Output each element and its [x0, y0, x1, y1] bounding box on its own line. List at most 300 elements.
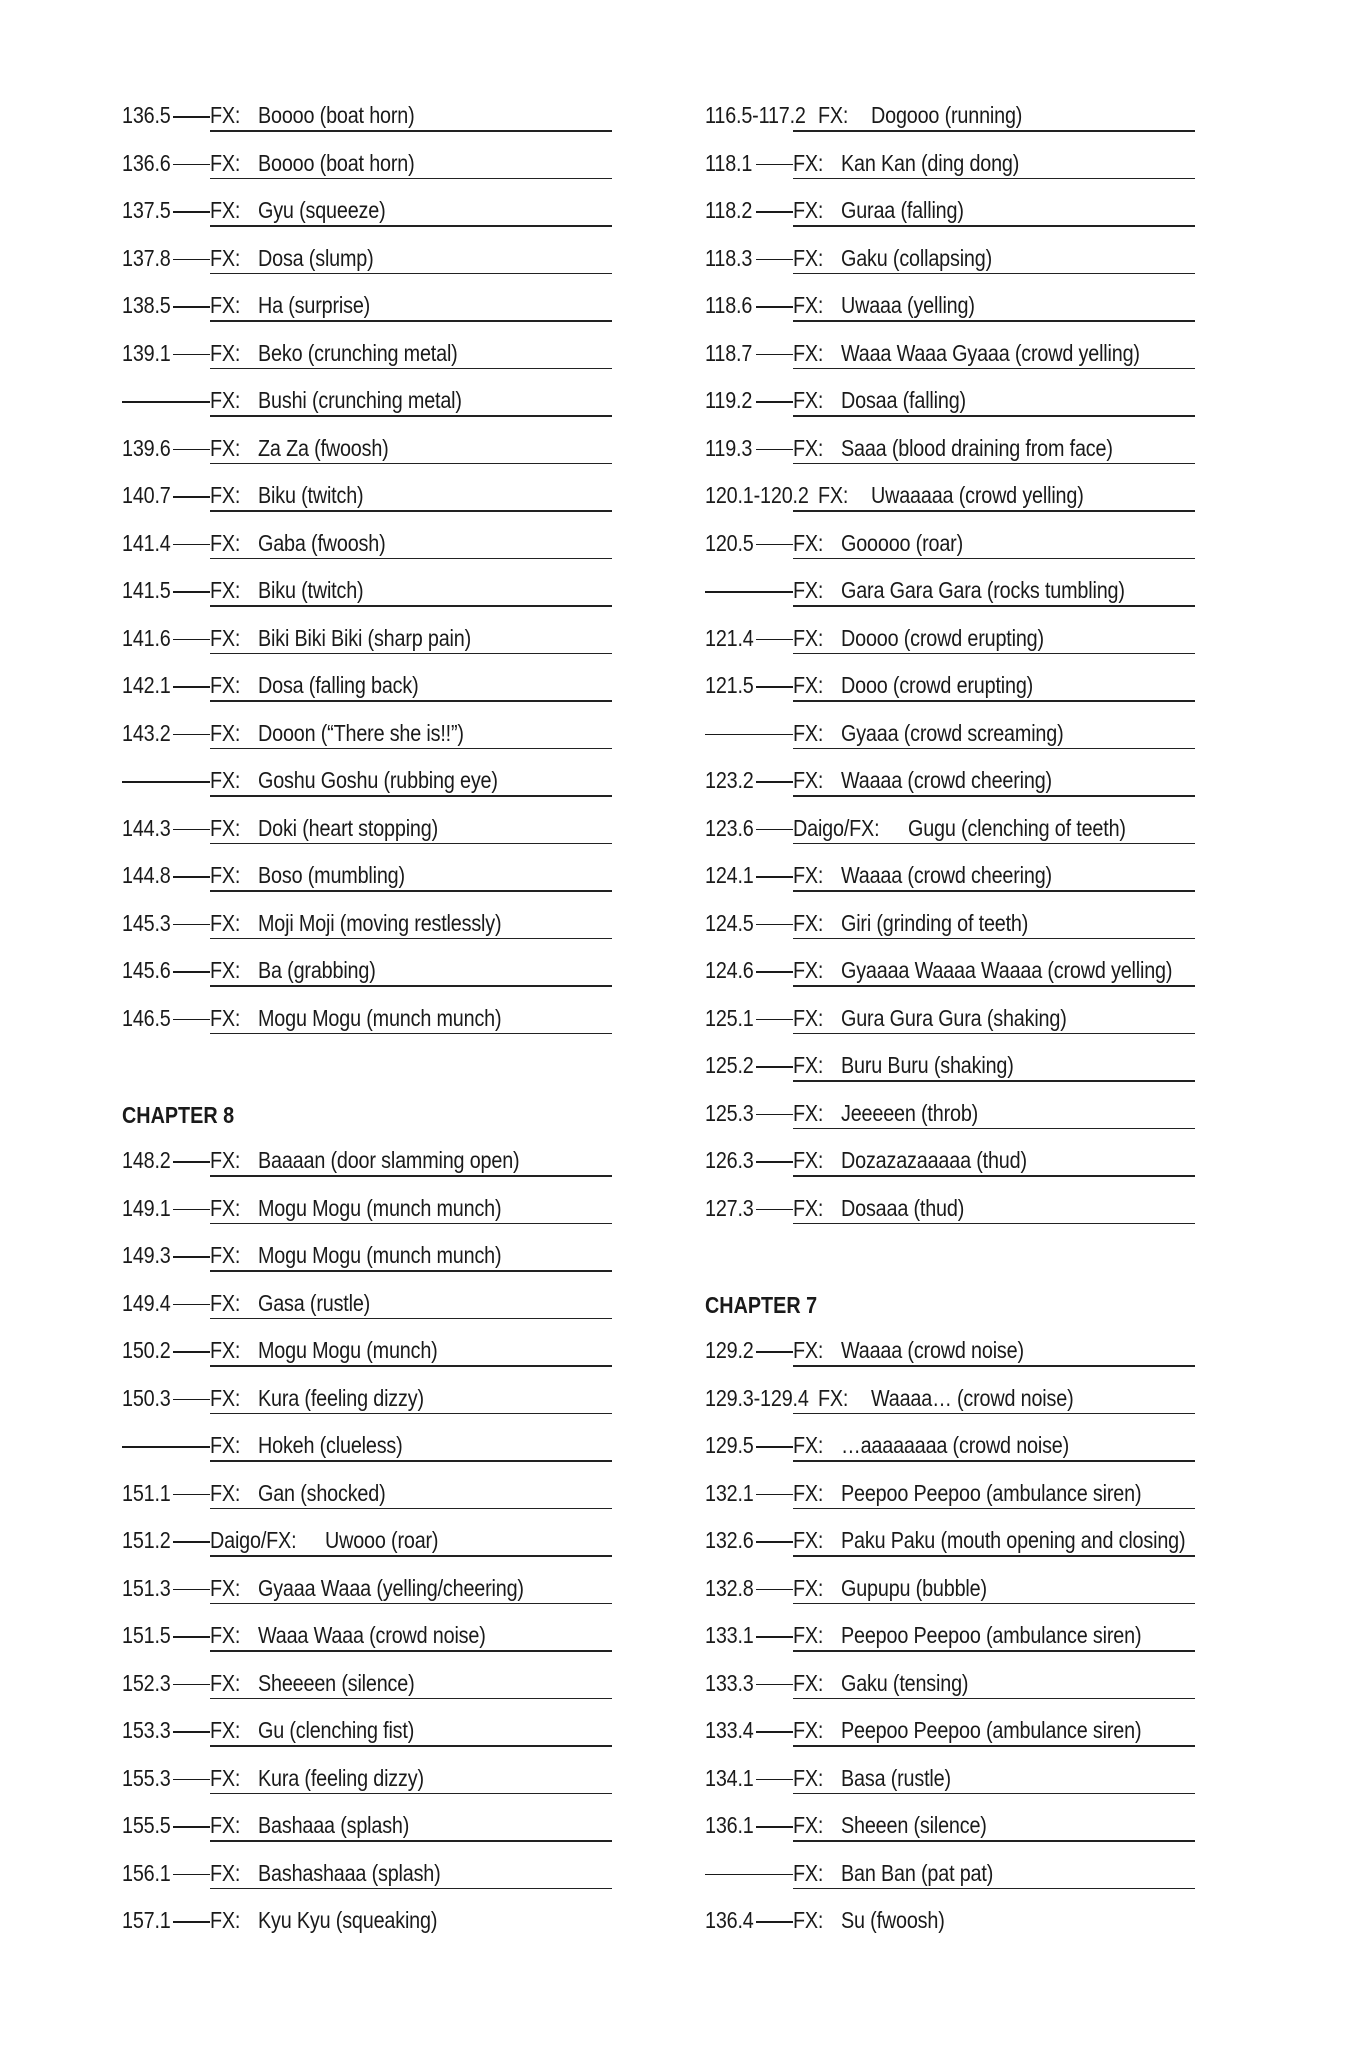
- underline: [793, 653, 1195, 655]
- underline: [793, 843, 1195, 845]
- leader-dash: [756, 1161, 793, 1163]
- leader-dash: [173, 1494, 210, 1496]
- leader-dash: [756, 544, 793, 546]
- underline: [210, 1460, 612, 1462]
- leader-dash: [756, 781, 793, 783]
- sfx-speaker-label: FX:: [793, 1052, 824, 1078]
- sfx-entry: [122, 1379, 612, 1427]
- sfx-translation: Boso (mumbling): [258, 862, 405, 888]
- sfx-speaker-label: FX:: [210, 1194, 241, 1221]
- leader-dash: [756, 876, 793, 878]
- leader-dash: [756, 401, 793, 403]
- leader-dash: [173, 971, 210, 973]
- leader-dash: [122, 401, 210, 403]
- underline: [793, 225, 1195, 227]
- underline: [210, 273, 612, 275]
- sfx-speaker-label: FX:: [793, 434, 824, 461]
- page-panel-number: 127.3: [705, 1194, 754, 1221]
- leader-dash: [756, 211, 793, 213]
- sfx-speaker-label: FX:: [793, 672, 824, 698]
- sfx-speaker-label: FX:: [210, 1764, 241, 1791]
- page-panel-number: 145.6: [122, 957, 171, 983]
- underline: [210, 795, 612, 797]
- underline: [210, 938, 612, 940]
- underline: [210, 748, 612, 750]
- sfx-translation: Doki (heart stopping): [258, 814, 438, 841]
- page-panel-number: 150.2: [122, 1337, 171, 1363]
- underline: [793, 1650, 1195, 1652]
- sfx-entry: [705, 1569, 1195, 1617]
- sfx-translation: Gaba (fwoosh): [258, 529, 386, 556]
- sfx-translation: Peepoo Peepoo (ambulance siren): [841, 1717, 1142, 1743]
- underline: [210, 558, 612, 560]
- underline: [793, 985, 1195, 987]
- sfx-entry: [122, 666, 612, 714]
- underline: [793, 558, 1195, 560]
- sfx-entry: [705, 1046, 1195, 1094]
- sfx-speaker-label: FX:: [210, 624, 241, 651]
- sfx-translation: Guraa (falling): [841, 197, 964, 223]
- leader-dash: [173, 164, 210, 166]
- sfx-entry: [705, 476, 1195, 524]
- page-panel-number: 155.3: [122, 1764, 171, 1791]
- sfx-translation: Gura Gura Gura (shaking): [841, 1004, 1067, 1031]
- underline: [210, 1413, 612, 1415]
- leader-dash: [173, 591, 210, 593]
- leader-dash: [756, 354, 793, 356]
- leader-dash: [173, 829, 210, 831]
- underline: [210, 130, 612, 132]
- sfx-speaker-label: FX:: [793, 387, 824, 413]
- sfx-entry: [122, 1854, 612, 1902]
- sfx-entry: [705, 571, 1195, 619]
- leader-dash: [756, 1684, 793, 1686]
- sfx-speaker-label: FX:: [210, 1812, 241, 1838]
- sfx-translation: Gu (clenching fist): [258, 1717, 415, 1743]
- sfx-speaker-label: Daigo/FX:: [793, 814, 880, 841]
- sfx-speaker-label: FX:: [210, 1147, 241, 1173]
- sfx-entry: [122, 239, 612, 287]
- sfx-entry: [705, 524, 1195, 572]
- leader-dash: [173, 924, 210, 926]
- sfx-translation: Su (fwoosh): [841, 1907, 945, 1933]
- sfx-translation: Gasa (rustle): [258, 1289, 371, 1316]
- page-panel-number: 141.5: [122, 577, 171, 603]
- sfx-translation: Kan Kan (ding dong): [841, 149, 1020, 176]
- leader-dash: [756, 1541, 793, 1543]
- underline: [210, 368, 612, 370]
- leader-dash: [173, 1304, 210, 1306]
- sfx-speaker-label: FX:: [210, 1859, 241, 1886]
- underline: [793, 1508, 1195, 1510]
- sfx-translation: Biki Biki Biki (sharp pain): [258, 624, 472, 651]
- sfx-entry: [122, 1236, 612, 1284]
- sfx-translation: Gyaaa (crowd screaming): [841, 719, 1064, 746]
- sfx-entry: [122, 1616, 612, 1664]
- page-panel-number: 139.6: [122, 434, 171, 461]
- sfx-translation: Ha (surprise): [258, 292, 371, 318]
- page-panel-number: 118.7: [705, 339, 753, 366]
- leader-dash: [756, 1446, 793, 1448]
- sfx-entry: [705, 619, 1195, 667]
- page-panel-number: 134.1: [705, 1764, 754, 1791]
- underline: [210, 415, 612, 417]
- underline: [793, 795, 1195, 797]
- leader-dash: [756, 829, 793, 831]
- underline: [793, 700, 1195, 702]
- page-panel-number: 118.1: [705, 149, 753, 176]
- underline: [793, 1033, 1195, 1035]
- sfx-translation: Peepoo Peepoo (ambulance siren): [841, 1479, 1142, 1506]
- leader-dash: [173, 1589, 210, 1591]
- underline: [793, 748, 1195, 750]
- sfx-speaker-label: FX:: [793, 1669, 824, 1696]
- underline: [793, 1175, 1195, 1177]
- sfx-entry: [705, 761, 1195, 809]
- underline: [210, 605, 612, 607]
- sfx-translation: Paku Paku (mouth opening and closing): [841, 1527, 1186, 1553]
- sfx-speaker-label: FX:: [793, 1859, 824, 1886]
- underline: [210, 320, 612, 322]
- underline: [210, 1175, 612, 1177]
- sfx-entry: [705, 666, 1195, 714]
- sfx-translation: Dosa (slump): [258, 244, 374, 271]
- sfx-entry: [705, 856, 1195, 904]
- sfx-speaker-label: FX:: [793, 292, 824, 318]
- sfx-speaker-label: FX:: [793, 149, 824, 176]
- sfx-entry: [705, 1901, 1195, 1949]
- sfx-translation: Jeeeeen (throb): [841, 1099, 979, 1126]
- sfx-speaker-label: FX:: [210, 957, 241, 983]
- sfx-speaker-label: FX:: [210, 1622, 241, 1648]
- sfx-entry: [122, 1759, 612, 1807]
- sfx-translation: Mogu Mogu (munch munch): [258, 1004, 502, 1031]
- underline: [210, 1888, 612, 1890]
- sfx-speaker-label: FX:: [210, 292, 241, 318]
- leader-dash: [756, 971, 793, 973]
- sfx-speaker-label: FX:: [793, 339, 824, 366]
- sfx-speaker-label: FX:: [793, 1099, 824, 1126]
- leader-dash: [756, 1589, 793, 1591]
- sfx-speaker-label: FX:: [210, 339, 241, 366]
- sfx-translation: Dosa (falling back): [258, 672, 419, 698]
- leader-dash: [705, 734, 793, 736]
- sfx-speaker-label: FX:: [210, 767, 241, 793]
- leader-dash: [173, 686, 210, 688]
- sfx-translation: Gooooo (roar): [841, 529, 963, 556]
- sfx-entry: [122, 714, 612, 762]
- underline: [210, 1840, 612, 1842]
- leader-dash: [756, 1114, 793, 1116]
- sfx-entry: [122, 144, 612, 192]
- leader-dash: [173, 259, 210, 261]
- sfx-entry: [705, 1806, 1195, 1854]
- leader-dash: [756, 306, 793, 308]
- sfx-speaker-label: Daigo/FX:: [210, 1527, 297, 1553]
- underline: [210, 1033, 612, 1035]
- sfx-speaker-label: FX:: [818, 1384, 849, 1411]
- sfx-translation: Gupupu (bubble): [841, 1574, 987, 1601]
- underline: [793, 1888, 1195, 1890]
- leader-dash: [173, 544, 210, 546]
- sfx-speaker-label: FX:: [793, 957, 824, 983]
- sfx-translation: Gaku (tensing): [841, 1669, 969, 1696]
- sfx-translation: Sheeeen (silence): [258, 1669, 415, 1696]
- sfx-translation: Biku (twitch): [258, 577, 364, 603]
- page-panel-number: 124.5: [705, 909, 754, 936]
- sfx-entry: [705, 809, 1195, 857]
- sfx-translation: Mogu Mogu (munch): [258, 1337, 438, 1363]
- page-panel-number: 125.3: [705, 1099, 754, 1126]
- sfx-entry: [122, 1806, 612, 1854]
- sfx-speaker-label: FX:: [793, 1194, 824, 1221]
- sfx-entry: [705, 1616, 1195, 1664]
- page-panel-number: 133.3: [705, 1669, 754, 1696]
- underline: [210, 843, 612, 845]
- sfx-entry: [705, 1141, 1195, 1189]
- underline: [210, 985, 612, 987]
- sfx-translation: Giri (grinding of teeth): [841, 909, 1029, 936]
- sfx-translation: Uwaaa (yelling): [841, 292, 975, 318]
- leader-dash: [173, 1684, 210, 1686]
- underline: [793, 1365, 1195, 1367]
- underline: [210, 1318, 612, 1320]
- sfx-entry: [122, 476, 612, 524]
- page-panel-number: 157.1: [122, 1907, 171, 1933]
- sfx-entry: [705, 1854, 1195, 1902]
- underline: [210, 463, 612, 465]
- underline: [210, 225, 612, 227]
- sfx-entry: [705, 1759, 1195, 1807]
- underline: [793, 938, 1195, 940]
- leader-dash: [173, 1636, 210, 1638]
- page-panel-number: 132.6: [705, 1527, 754, 1553]
- sfx-translation: Dooon (“There she is!!”): [258, 719, 464, 746]
- page-panel-number: 137.8: [122, 244, 171, 271]
- sfx-translation: Sheeen (silence): [841, 1812, 987, 1838]
- underline: [793, 1460, 1195, 1462]
- sfx-speaker-label: FX:: [210, 1004, 241, 1031]
- sfx-translation: Kura (feeling dizzy): [258, 1384, 424, 1411]
- underline: [793, 605, 1195, 607]
- sfx-translation: Doooo (crowd erupting): [841, 624, 1044, 651]
- sfx-speaker-label: FX:: [818, 482, 849, 508]
- leader-dash: [173, 306, 210, 308]
- page-panel-number: 136.5: [122, 102, 171, 128]
- page-panel-number: 116.5-117.2: [705, 102, 806, 128]
- sfx-translation: Hokeh (clueless): [258, 1432, 403, 1458]
- page-panel-number: 121.5: [705, 672, 754, 698]
- sfx-speaker-label: FX:: [210, 1432, 241, 1458]
- sfx-translation: Dosaaa (thud): [841, 1194, 965, 1221]
- underline: [210, 1698, 612, 1700]
- page-panel-number: 152.3: [122, 1669, 171, 1696]
- sfx-entry: [122, 429, 612, 477]
- sfx-entry: [122, 1331, 612, 1379]
- page-panel-number: 139.1: [122, 339, 171, 366]
- sfx-entry: [705, 1331, 1195, 1379]
- sfx-speaker-label: FX:: [793, 862, 824, 888]
- sfx-entry: [122, 1426, 612, 1474]
- sfx-speaker-label: FX:: [210, 909, 241, 936]
- sfx-translation: Waaaa… (crowd noise): [871, 1384, 1074, 1411]
- sfx-entry: [122, 904, 612, 952]
- sfx-entry: [122, 999, 612, 1047]
- page-panel-number: 146.5: [122, 1004, 171, 1031]
- sfx-entry: [705, 951, 1195, 999]
- sfx-speaker-label: FX:: [793, 1812, 824, 1838]
- sfx-entry: [705, 1711, 1195, 1759]
- underline: [793, 1840, 1195, 1842]
- leader-dash: [173, 1731, 210, 1733]
- sfx-translation: Basa (rustle): [841, 1764, 951, 1791]
- page-panel-number: 126.3: [705, 1147, 754, 1173]
- leader-dash: [756, 164, 793, 166]
- sfx-entry: [122, 571, 612, 619]
- page-panel-number: 118.3: [705, 244, 753, 271]
- sfx-speaker-label: FX:: [793, 909, 824, 936]
- underline: [793, 1128, 1195, 1130]
- leader-dash: [756, 1921, 793, 1923]
- chapter-heading: CHAPTER 8: [122, 1101, 235, 1128]
- sfx-speaker-label: FX:: [793, 1764, 824, 1791]
- sfx-translation: Boooo (boat horn): [258, 149, 415, 176]
- underline: [210, 700, 612, 702]
- leader-dash: [756, 1351, 793, 1353]
- sfx-translation: Kyu Kyu (squeaking): [258, 1907, 438, 1933]
- sfx-entry: [705, 286, 1195, 334]
- page-panel-number: 151.1: [122, 1479, 171, 1506]
- sfx-speaker-label: FX:: [793, 1147, 824, 1173]
- sfx-speaker-label: FX:: [210, 149, 241, 176]
- page-panel-number: 133.1: [705, 1622, 754, 1648]
- leader-dash: [173, 1161, 210, 1163]
- page-panel-number: 155.5: [122, 1812, 171, 1838]
- sfx-entry: [705, 334, 1195, 382]
- sfx-translation: Za Za (fwoosh): [258, 434, 389, 461]
- chapter-heading: CHAPTER 7: [705, 1291, 818, 1318]
- sfx-entry: [122, 1474, 612, 1522]
- underline: [210, 1745, 612, 1747]
- page-panel-number: 118.6: [705, 292, 753, 318]
- sfx-speaker-label: FX:: [793, 1479, 824, 1506]
- sfx-speaker-label: FX:: [210, 387, 241, 413]
- sfx-translation: Peepoo Peepoo (ambulance siren): [841, 1622, 1142, 1648]
- leader-dash: [756, 1066, 793, 1068]
- page-panel-number: 123.2: [705, 767, 754, 793]
- sfx-entry: [122, 856, 612, 904]
- sfx-entry: [122, 619, 612, 667]
- underline: [793, 463, 1195, 465]
- sfx-entry: [705, 96, 1195, 144]
- page-panel-number: 124.6: [705, 957, 754, 983]
- sfx-speaker-label: FX:: [210, 1242, 241, 1268]
- leader-dash: [756, 639, 793, 641]
- underline: [793, 510, 1195, 512]
- sfx-speaker-label: FX:: [793, 1337, 824, 1363]
- leader-dash: [173, 876, 210, 878]
- underline: [210, 1603, 612, 1605]
- sfx-entry: [122, 1046, 612, 1094]
- sfx-entry: [122, 191, 612, 239]
- sfx-translation: Moji Moji (moving restlessly): [258, 909, 502, 936]
- page-panel-number: 149.4: [122, 1289, 171, 1316]
- sfx-speaker-label: FX:: [210, 434, 241, 461]
- page-panel-number: 123.6: [705, 814, 754, 841]
- sfx-speaker-label: FX:: [210, 719, 241, 746]
- leader-dash: [705, 1874, 793, 1876]
- sfx-entry: [122, 1189, 612, 1237]
- sfx-translation: Bashaaa (splash): [258, 1812, 410, 1838]
- sfx-translation: Gaku (collapsing): [841, 244, 992, 271]
- sfx-entry: [705, 239, 1195, 287]
- sfx-translation: Baaaan (door slamming open): [258, 1147, 520, 1173]
- sfx-translation: Waaaa (crowd cheering): [841, 862, 1052, 888]
- leader-dash: [173, 1779, 210, 1781]
- sfx-entry: [705, 191, 1195, 239]
- underline: [210, 1365, 612, 1367]
- page-panel-number: 151.5: [122, 1622, 171, 1648]
- leader-dash: [756, 1209, 793, 1211]
- leader-dash: [756, 1779, 793, 1781]
- leader-dash: [756, 686, 793, 688]
- page-panel-number: 125.2: [705, 1052, 754, 1078]
- sfx-speaker-label: FX:: [793, 1717, 824, 1743]
- underline: [793, 415, 1195, 417]
- underline: [210, 1270, 612, 1272]
- page-panel-number: 136.4: [705, 1907, 754, 1933]
- sfx-translation: Gyu (squeeze): [258, 197, 386, 223]
- sfx-entry: [705, 1664, 1195, 1712]
- sfx-translation: Uwooo (roar): [325, 1527, 439, 1553]
- page-panel-number: 153.3: [122, 1717, 171, 1743]
- sfx-entry: [122, 1521, 612, 1569]
- page-panel-number: 118.2: [705, 197, 753, 223]
- leader-dash: [756, 924, 793, 926]
- sfx-speaker-label: FX:: [793, 577, 824, 603]
- sfx-speaker-label: FX:: [210, 672, 241, 698]
- sfx-speaker-label: FX:: [818, 102, 849, 128]
- page-panel-number: 140.7: [122, 482, 171, 508]
- sfx-entry: [705, 1474, 1195, 1522]
- page-panel-number: 151.2: [122, 1527, 171, 1553]
- sfx-speaker-label: FX:: [793, 1907, 824, 1933]
- page-panel-number: 129.2: [705, 1337, 754, 1363]
- leader-dash: [173, 449, 210, 451]
- leader-dash: [756, 1636, 793, 1638]
- sfx-speaker-label: FX:: [793, 719, 824, 746]
- page-panel-number: 119.2: [705, 387, 753, 413]
- page-panel-number: 141.4: [122, 529, 171, 556]
- sfx-speaker-label: FX:: [793, 1622, 824, 1648]
- sfx-translation: Ba (grabbing): [258, 957, 376, 983]
- sfx-translation: Dozazazaaaaa (thud): [841, 1147, 1027, 1173]
- sfx-speaker-label: FX:: [793, 767, 824, 793]
- sfx-speaker-label: FX:: [793, 1527, 824, 1553]
- leader-dash: [756, 1494, 793, 1496]
- sfx-speaker-label: FX:: [210, 244, 241, 271]
- sfx-entry: [122, 286, 612, 334]
- sfx-speaker-label: FX:: [793, 1004, 824, 1031]
- underline: [793, 320, 1195, 322]
- page-panel-number: 129.5: [705, 1432, 754, 1458]
- page-panel-number: 149.1: [122, 1194, 171, 1221]
- underline: [210, 1223, 612, 1225]
- sfx-speaker-label: FX:: [210, 1479, 241, 1506]
- page-panel-number: 120.5: [705, 529, 754, 556]
- page-panel-number: 119.3: [705, 434, 753, 461]
- sfx-translation: Gara Gara Gara (rocks tumbling): [841, 577, 1125, 603]
